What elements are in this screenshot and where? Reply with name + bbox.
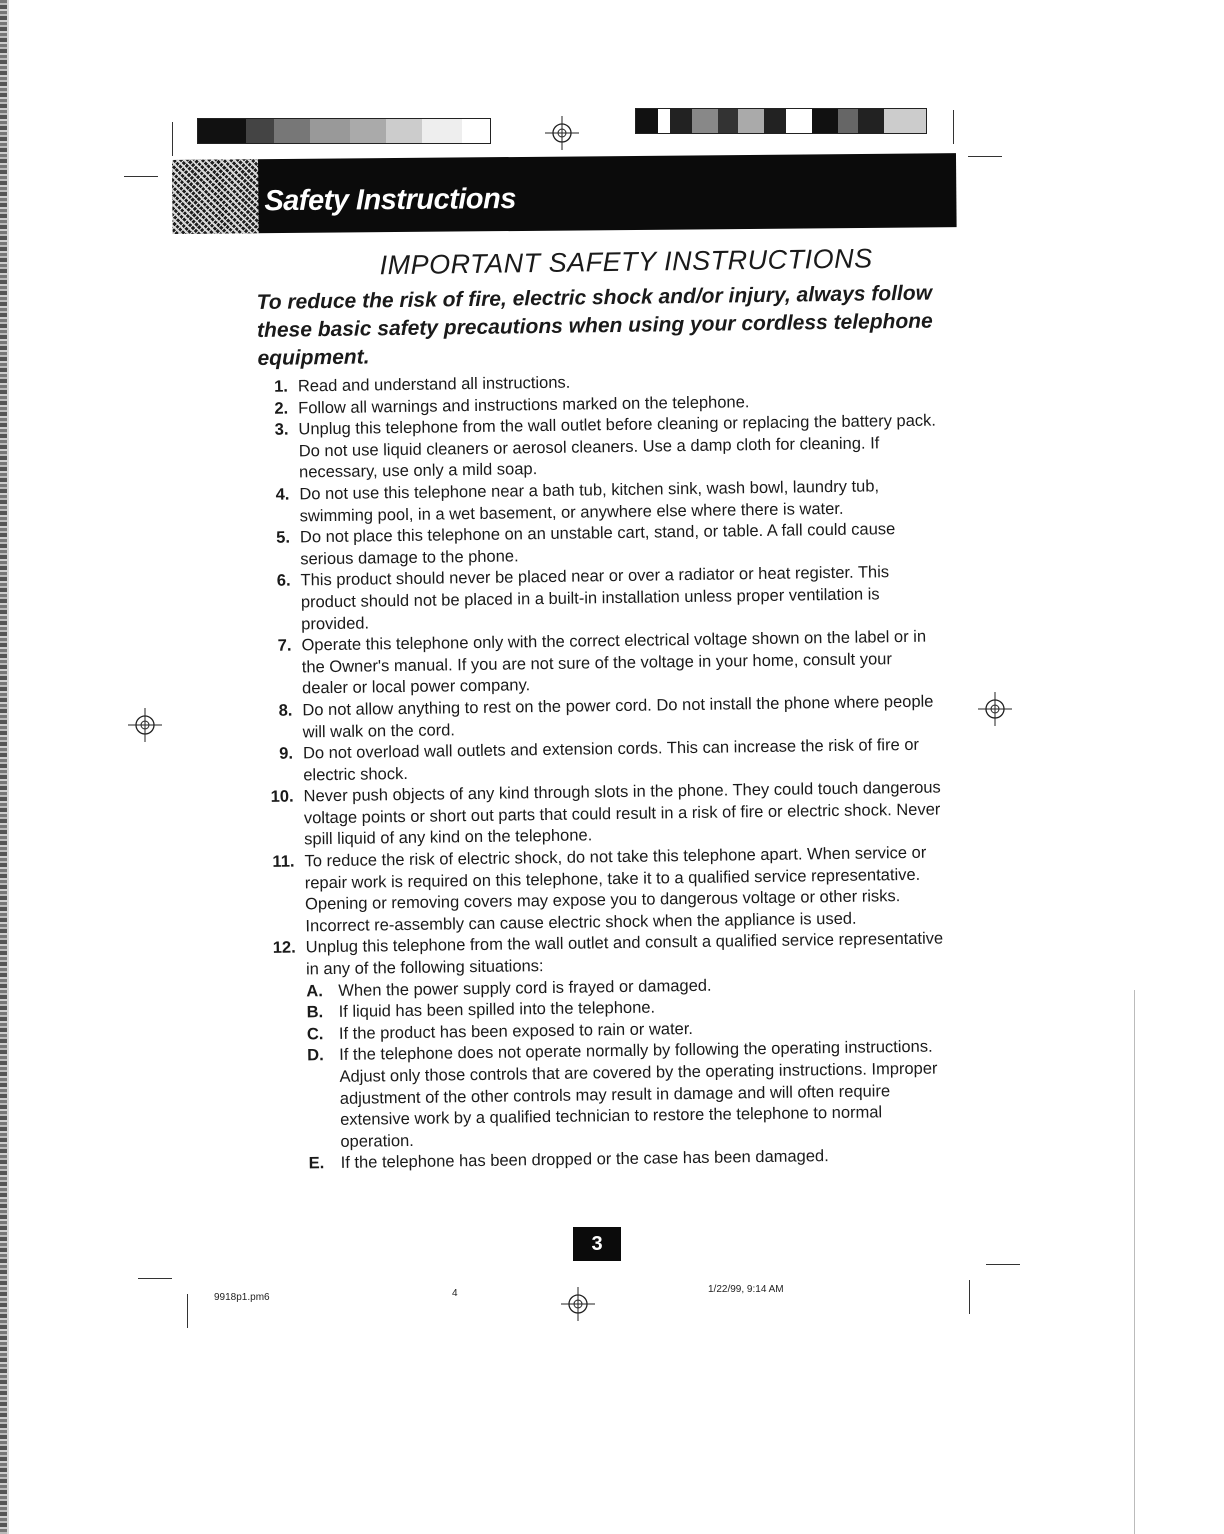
crop-mark xyxy=(969,1280,970,1314)
crop-mark xyxy=(124,176,158,177)
footer-datetime: 1/22/99, 9:14 AM xyxy=(708,1284,784,1295)
scan-edge-shadow xyxy=(7,0,9,1534)
item-text: Operate this telephone only with the correct electrical voltage shown on the label or in the Owner's manual. If you are not sure of the voltage in your home, consult your dealer or local power company. xyxy=(301,627,927,698)
instruction-list xyxy=(258,367,949,1175)
sub-item-letter: E. xyxy=(308,1154,325,1173)
crop-mark xyxy=(986,1264,1020,1265)
item-number: 12. xyxy=(272,938,296,958)
item-text: Unplug this telephone from the wall outlet before cleaning or replacing the battery pack. Do not use liquid cleaners or aerosol cleaners. Use a damp cloth for cleaning. If necessary, use only a mild soap. xyxy=(298,411,937,482)
sub-list-item xyxy=(307,1037,948,1154)
crosshair-icon xyxy=(545,116,579,150)
item-text: To reduce the risk of electric shock, do not take this telephone apart. When service or repair work is required on this telephone, take it to a qualified service representative. Opening or removing covers may expose you to dangerous voltage or other risks. Incorrect re-assembly can cause electric shock when the appliance is used. xyxy=(304,843,927,936)
sub-item-text: If the telephone has been dropped or the case has been damaged. xyxy=(340,1147,829,1173)
list-item xyxy=(260,562,941,636)
item-text: Unplug this telephone from the wall outlet and consult a qualified service representative in any of the following situations: xyxy=(305,929,944,979)
item-text: Do not place this telephone on an unstable cart, stand, or table. A fall could cause serious damage to the phone. xyxy=(299,520,896,569)
crosshair-icon xyxy=(128,708,162,742)
registration-bar-left xyxy=(197,118,491,144)
sub-item-text: If liquid has been spilled into the telephone. xyxy=(338,998,656,1022)
list-item xyxy=(266,929,949,1176)
section-header-band xyxy=(172,153,957,234)
crop-mark xyxy=(138,1278,172,1279)
item-number: 9. xyxy=(279,744,294,763)
item-text: Never push objects of any kind through slots in the phone. They could touch dangerous voltage points or short out parts that could result in a risk of fire or electric shock. Never spill liquid of any kind on the telephone. xyxy=(303,778,941,849)
item-number: 4. xyxy=(275,485,290,504)
sub-item-letter: B. xyxy=(306,1003,324,1022)
scan-edge xyxy=(0,0,7,1534)
page-heading: IMPORTANT SAFETY INSTRUCTIONS xyxy=(379,243,873,281)
header-pattern xyxy=(172,159,259,234)
sub-item-text: If the telephone does not operate normally by following the operating instructions. Adjust only those controls that are covered by the operating instructions. Improper adjustment of the other controls may result in damage and will often require extensive work by a qualified technician to restore the telephone to normal operation. xyxy=(339,1038,938,1151)
item-number: 3. xyxy=(274,420,289,439)
list-item xyxy=(264,843,945,939)
item-number: 10. xyxy=(270,787,294,807)
sub-item-letter: D. xyxy=(307,1046,324,1065)
item-number: 11. xyxy=(272,852,295,871)
sub-item-letter: C. xyxy=(306,1024,324,1044)
item-text: Read and understand all instructions. xyxy=(297,373,571,396)
registration-bar-right xyxy=(635,108,927,134)
footer-page: 4 xyxy=(452,1288,458,1299)
item-number: 2. xyxy=(274,399,289,418)
list-item xyxy=(258,411,939,485)
crop-mark xyxy=(968,156,1002,157)
crosshair-icon xyxy=(561,1287,595,1321)
item-text: Follow all warnings and instructions marked on the telephone. xyxy=(298,392,750,418)
sub-item-text: When the power supply cord is frayed or damaged. xyxy=(338,976,712,1000)
item-number: 7. xyxy=(277,636,292,655)
footer-filename: 9918p1.pm6 xyxy=(214,1292,270,1303)
item-number: 1. xyxy=(273,377,289,396)
item-text: Do not use this telephone near a bath tub, kitchen sink, wash bowl, laundry tub, swimming pool, in a wet basement, or anywhere else where there is water. xyxy=(299,477,880,525)
section-title: Safety Instructions xyxy=(264,183,517,218)
item-number: 8. xyxy=(278,701,293,720)
item-number: 5. xyxy=(276,528,291,547)
sub-item-letter: A. xyxy=(306,981,323,1000)
crop-mark xyxy=(172,122,173,156)
intro-text: To reduce the risk of fire, electric shock and/or injury, always follow these basic safety precautions when using your cordless telephone equipment. xyxy=(256,281,933,370)
item-text: Do not allow anything to rest on the power cord. Do not install the phone where people will walk on the cord. xyxy=(302,692,934,741)
list-item xyxy=(261,627,942,701)
item-text: Do not overload wall outlets and extension cords. This can increase the risk of fire or electric shock. xyxy=(302,735,920,785)
document-body xyxy=(256,243,949,1176)
sub-item-text: If the product has been exposed to rain or water. xyxy=(338,1019,694,1043)
list-item xyxy=(263,778,944,852)
scan-edge-right xyxy=(1134,990,1135,1534)
crop-mark xyxy=(953,110,954,144)
sub-list xyxy=(306,972,949,1175)
item-number: 6. xyxy=(276,571,291,591)
crop-mark xyxy=(187,1294,188,1328)
item-text: This product should never be placed near or over a radiator or heat register. This product should not be placed in a built-in installation unless proper ventilation is provided. xyxy=(300,563,890,633)
page-number: 3 xyxy=(573,1227,621,1261)
crosshair-icon xyxy=(978,692,1012,726)
